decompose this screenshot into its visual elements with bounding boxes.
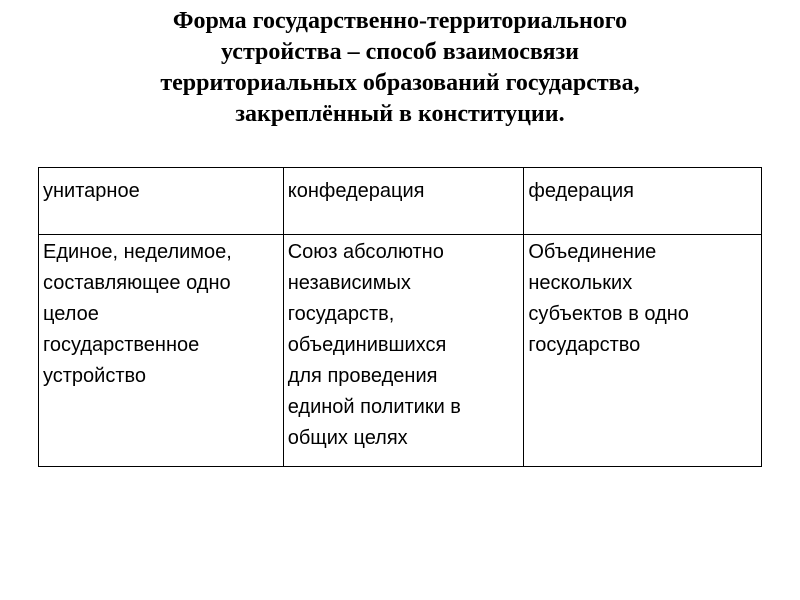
cell-line: для проведения [287,365,438,387]
cell-line: субъектов в одно [528,303,689,325]
cell-line: Единое, неделимое, [43,241,232,263]
cell-line: Союз абсолютно [287,241,444,263]
cell-line: общих целях [287,427,408,449]
cell-federation-definition [524,235,762,467]
cell-line: составляющее одно [43,272,231,294]
cell-line: нескольких [528,272,633,294]
cell-unitary-definition [39,235,284,467]
cell-line: устройство [43,365,147,387]
forms-table [38,167,762,467]
title-line: устройства – способ взаимосвязи [221,39,579,65]
cell-line: целое [43,303,99,325]
cell-line: единой политики в [287,396,461,418]
title-line: закреплённый в конституции. [235,101,565,127]
cell-line: государство [528,334,641,356]
title-line: Форма государственно-территориального [172,8,628,34]
cell-line: государств, [287,303,395,325]
cell-confederation-definition [283,235,524,467]
title-line: территориальных образований государства, [160,70,640,96]
cell-line: объединившихся [287,334,447,356]
slide-title [40,6,760,130]
header-confederation: конфедерация [283,168,524,235]
header-unitary: унитарное [39,168,284,235]
cell-line: независимых [287,272,411,294]
table-row [39,235,762,467]
cell-line: Объединение [528,241,657,263]
cell-line: государственное [43,334,200,356]
table-header-row [39,168,762,235]
header-federation: федерация [524,168,762,235]
